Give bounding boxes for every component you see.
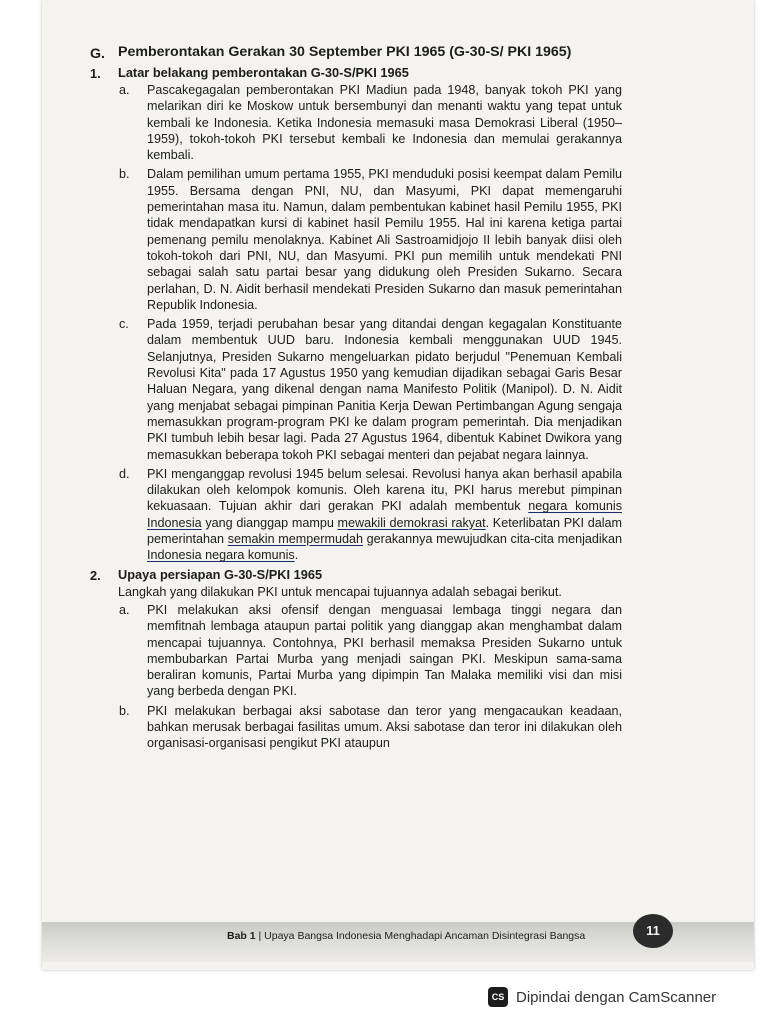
handwritten-underline: semakin mempermudah: [227, 532, 363, 547]
scanned-page: [42, 0, 754, 970]
section-1-label: 1.: [90, 66, 101, 81]
item-text-part: yang dianggap mampu: [201, 515, 338, 530]
section-1-title: Latar belakang pemberontakan G-30-S/PKI 1965: [118, 65, 409, 80]
footer-title: Upaya Bangsa Indonesia Menghadapi Ancaman Disintegrasi Bangsa: [264, 930, 586, 942]
section-g-heading: [90, 44, 622, 61]
item-text-part: . Keterlibatan PKI dalam pemerintahan: [147, 515, 623, 547]
item-label: a.: [119, 83, 130, 97]
camscanner-icon: CS: [488, 987, 508, 1007]
item-label: c.: [119, 317, 129, 332]
item-text: Pascakegagalan pemberontakan PKI Madiun pada 1948, banyak tokoh PKI yang melarikan diri ke Moskow untuk bersembunyi dan menanti waktu yang tepat untuk kembali ke Indonesia. Ketika Indonesia memasuki masa Demokrasi Liberal (1950–1959), tokoh-tokoh PKI tersebut kembali ke Indonesia dan memulai gerakannya kembali.: [147, 83, 622, 163]
footer-chapter: Bab 1: [227, 930, 256, 942]
item-text: [147, 467, 622, 562]
section-g-title: Pemberontakan Gerakan 30 September PKI 1965 (G-30-S/ PKI 1965): [118, 44, 572, 60]
handwritten-underline: mewakili demokrasi rakyat: [337, 515, 486, 530]
handwritten-underline: Indonesia negara komunis: [147, 548, 295, 563]
item-text: PKI melakukan aksi ofensif dengan menguasai lembaga tinggi negara dan memfitnah lembaga ataupun partai politik yang dianggap akan menghambat dalam mencapai tujuannya. Contohnya, PKI berhasil memaksa Presiden Sukarno untuk membubarkan Partai Murba yang menjadi saingan PKI. Meskipun sama-sama beraliran komunis, Partai Murba yang dipimpin Tan Malaka memiliki visi dan misi yang berbeda dengan PKI.: [147, 602, 622, 699]
item-text-part: .: [294, 548, 299, 563]
list-item-2b: [90, 703, 622, 752]
section-g-label: G.: [90, 46, 105, 62]
list-item-2a: [90, 602, 622, 700]
item-text: Dalam pemilihan umum pertama 1955, PKI menduduki posisi keempat dalam Pemilu 1955. Bersama dengan PNI, NU, dan Masyumi, PKI dapat memengaruhi pemerintahan masa itu. Namun, dalam pembentukan kabinet hasil Pemilu 1955, PKI tidak mendapatkan kursi di kabinet hasil Pemilu 1955. Hal ini karena ketiga partai pemenang pemilu menolaknya. Kabinet Ali Sastroamidjojo II lebih banyak diisi oleh tokoh-tokoh dari PNI, NU, dan Masyumi. PKI pun memilih untuk mendekati PNI sebagai salah satu partai besar yang didukung oleh Presiden Sukarno. Secara perlahan, D. N. Aidit berhasil mendekati Presiden Sukarno dan masuk pemerintahan Republik Indonesia.: [147, 167, 622, 312]
item-label: b.: [119, 703, 130, 718]
section-2-label: 2.: [90, 567, 101, 583]
page-number-badge: 11: [633, 914, 673, 948]
list-item-1c: [90, 316, 622, 463]
list-item-1d: [90, 466, 622, 564]
item-text-part: PKI menganggap revolusi 1945 belum selesai. Revolusi hanya akan berhasil apabila dilakukan oleh kelompok komunis. Oleh karena itu, PKI harus merebut pimpinan kekuasaan. Tujuan akhir dari gerakan PKI adalah membentuk: [147, 466, 622, 514]
camscanner-text: Dipindai dengan CamScanner: [516, 988, 717, 1006]
item-text: PKI melakukan berbagai aksi sabotase dan teror yang mengacaukan keadaan, bahkan merusak berbagai fasilitas umum. Aksi sabotase dan teror ini dilakukan oleh organisasi-organisasi pengikut PKI ataupun: [147, 703, 622, 751]
item-label: d.: [119, 466, 130, 481]
item-text: Pada 1959, terjadi perubahan besar yang ditandai dengan kegagalan Konstituante dalam membentuk UUD baru. Indonesia kembali menggunakan UUD 1945. Selanjutnya, Presiden Sukarno mengeluarkan pidato berjudul "Penemuan Kembali Revolusi Kita" pada 17 Agustus 1950 yang kemudian dijadikan sebagai Garis Besar Haluan Negara, yang dikenal dengan nama Manifesto Politik (Manipol). D. N. Aidit yang menjabat sebagai pimpinan Panitia Kerja Dewan Pertimbangan Agung sengaja memasukkan program-program PKI ke dalam program pemerintah. Dia menjadikan PKI tumbuh lebih besar lagi. Pada 27 Agustus 1964, dibentuk Kabinet Dwikora yang memasukkan beberapa tokoh PKI sebagai menteri dan pejabat negara lainnya.: [147, 317, 622, 462]
list-item-1b: [90, 166, 622, 313]
section-2-intro: Langkah yang dilakukan PKI untuk mencapai tujuannya adalah sebagai berikut.: [118, 584, 562, 599]
item-label: a.: [119, 602, 130, 617]
page-footer: [42, 912, 754, 970]
section-2-title: Upaya persiapan G-30-S/PKI 1965: [118, 566, 323, 582]
section-2-heading: [90, 567, 622, 583]
page-content: [90, 44, 622, 755]
item-label: b.: [119, 167, 130, 182]
list-item-1a: [90, 82, 622, 163]
section-1-heading: [90, 65, 622, 81]
footer-separator: |: [258, 930, 262, 942]
footer-running-title: [227, 930, 585, 942]
camscanner-watermark: [488, 985, 716, 1009]
handwritten-underline: negara komunis Indonesia: [147, 499, 622, 530]
item-text-part: gerakannya mewujudkan cita-cita menjadikan: [362, 532, 622, 547]
